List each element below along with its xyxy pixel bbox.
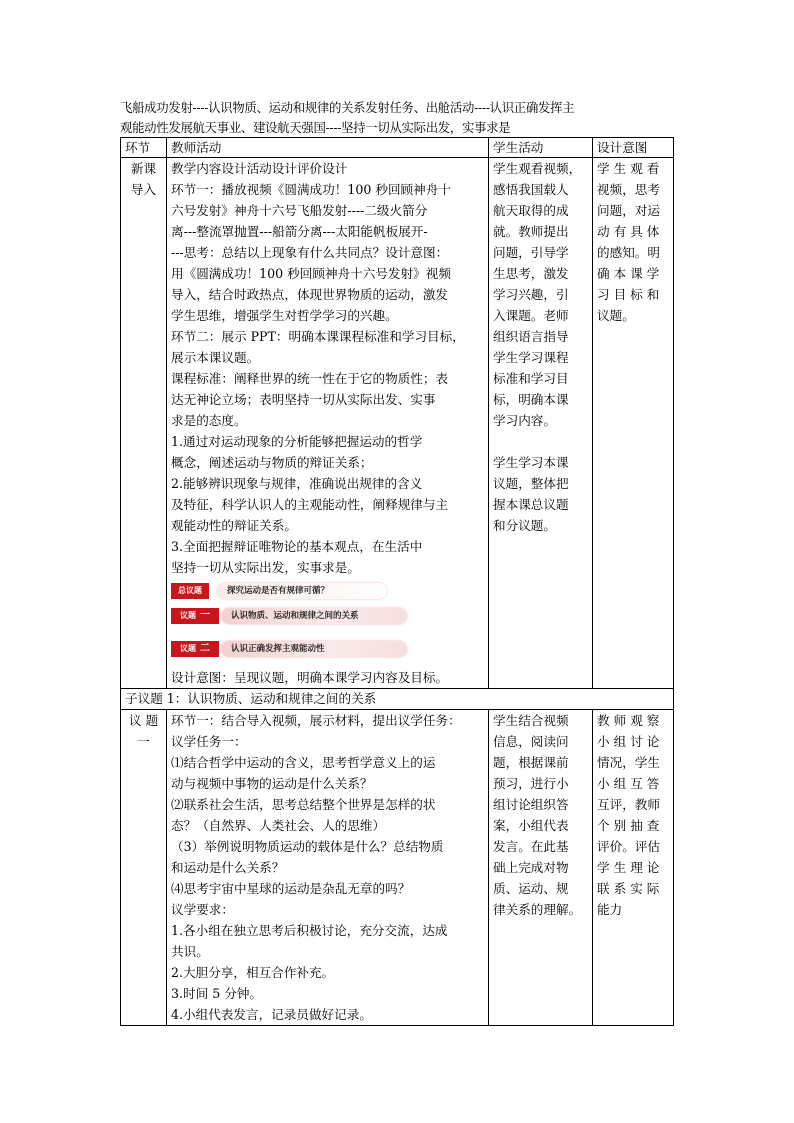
text-line: 离---整流罩抛置---船箭分离---太阳能帆板展开- <box>171 224 428 239</box>
text-line: 学习兴趣，引 <box>493 287 569 302</box>
text-line: 及特征，科学认识人的主观能动性，阐释规律与主 <box>171 497 449 512</box>
text-line: 础上完成对物 <box>493 860 569 875</box>
text-line: 导入，结合时政热点，体现世界物质的运动，激发 <box>171 287 449 302</box>
stage-line: 议 题 <box>128 713 159 728</box>
table-header-row <box>121 138 674 158</box>
agenda-graphic <box>171 581 411 663</box>
text-line: 标，明确本课 <box>493 392 569 407</box>
text-line: 情况，学生 <box>597 755 660 770</box>
text-line: 教 师 观 察 <box>597 713 660 728</box>
text-line: 达无神论立场；表明坚持一切从实际出发、实事 <box>171 392 436 407</box>
text-line: 小 组 讨 论 <box>597 734 660 749</box>
text-line: 个 别 抽 查 <box>597 818 660 833</box>
text-line: 问题，对运 <box>597 203 660 218</box>
text-line: 议题，整体把 <box>493 476 569 491</box>
agenda-main-row <box>171 583 411 599</box>
text-line: 入课题。老师 <box>493 308 569 323</box>
header-design-intent: 设计意图 <box>593 138 674 158</box>
text-line: 共识。 <box>171 944 209 959</box>
design-intent-cell <box>593 158 674 689</box>
table-row-topic-one <box>121 710 674 1026</box>
agenda-sub1-text: 认识物质、运动和规律之间的关系 <box>221 608 407 624</box>
text-line: 学生结合视频 <box>493 713 569 728</box>
text-line: 2.能够辨识现象与规律，准确说出规律的含义 <box>171 476 423 491</box>
stage-line: 新课 <box>130 161 157 176</box>
text-line: 坚持一切从实际出发，实事求是。 <box>171 560 360 575</box>
text-line: 学 生 理 论 <box>597 860 660 875</box>
agenda-main-tag: 总议题 <box>171 583 209 599</box>
text-line: 议学任务一： <box>171 734 247 749</box>
text-line: 互评，教师 <box>597 797 660 812</box>
text-line: 教学内容设计活动设计评价设计 <box>171 161 348 176</box>
text-line: 求是的态度。 <box>171 413 247 428</box>
text-line: 习 目 标 和 <box>597 287 660 302</box>
text-line: 组讨论组织答 <box>493 797 569 812</box>
agenda-sub1-tag-label: 议题 <box>180 611 196 620</box>
text-line: ---思考：总结以上现象有什么共同点？设计意图： <box>171 245 449 260</box>
text-line: 评价。评估 <box>597 839 660 854</box>
text-line: 学 生 观 看 <box>597 161 660 176</box>
text-line: 小 组 互 答 <box>597 776 660 791</box>
text-line: 1.通过对运动现象的分析能够把握运动的哲学 <box>171 434 423 449</box>
agenda-sub1-row <box>171 608 411 624</box>
text-line: 学生思维，增强学生对哲学学习的兴趣。 <box>171 308 398 323</box>
design-note: 设计意图：呈现议题，明确本课学习内容及目标。 <box>171 670 449 685</box>
text-line: （3）举例说明物质运动的载体是什么？总结物质 <box>171 839 444 854</box>
stage-line: 一 <box>137 734 150 749</box>
text-line: 用《圆满成功！100 秒回顾神舟十六号发射》视频 <box>171 266 451 281</box>
agenda-sub2-tag <box>171 641 219 657</box>
text-line: 观能动性的辩证关系。 <box>171 518 297 533</box>
text-line: 发言。在此基 <box>493 839 569 854</box>
agenda-sub2-text: 认识正确发挥主观能动性 <box>221 641 407 657</box>
stage-line: 导入 <box>130 182 157 197</box>
intro-paragraph <box>120 98 676 138</box>
header-student-activity: 学生活动 <box>489 138 593 158</box>
stage-cell <box>121 158 167 689</box>
text-line: 确 本 课 学 <box>597 266 660 281</box>
text-line: 动 有 具 体 <box>597 224 660 239</box>
text-line: 和运动是什么关系？ <box>171 860 285 875</box>
text-line: 预习，进行小 <box>493 776 569 791</box>
text-line: 信息，阅读问 <box>493 734 569 749</box>
text-line: 能力 <box>597 902 623 917</box>
text-line: ⑴结合哲学中运动的含义，思考哲学意义上的运 <box>171 755 436 770</box>
section-title-row <box>121 689 674 710</box>
table-row-new-lesson <box>121 158 674 689</box>
text-line: 视频，思考 <box>597 182 660 197</box>
agenda-sub1-tag <box>171 608 219 624</box>
text-line: 的感知。明 <box>597 245 660 260</box>
agenda-main-text: 探究运动是否有规律可循？ <box>217 583 387 599</box>
text-line: 概念，阐述运动与物质的辩证关系； <box>171 455 373 470</box>
spacer <box>493 431 588 452</box>
text-line: 环节一：播放视频《圆满成功！100 秒回顾神舟十 <box>171 182 451 197</box>
text-line: ⑷思考宇宙中星球的运动是杂乱无章的吗？ <box>171 881 411 896</box>
text-line: 学生学习课程 <box>493 350 569 365</box>
section-title: 子议题 1：认识物质、运动和规律之间的关系 <box>121 689 674 710</box>
text-line: 环节一：结合导入视频，展示材料，提出议学任务： <box>171 713 461 728</box>
text-line: 3.全面把握辩证唯物论的基本观点，在生活中 <box>171 539 423 554</box>
student-activity-cell <box>489 158 593 689</box>
teacher-activity-cell <box>167 158 489 689</box>
text-line: ⑵联系社会生活，思考总结整个世界是怎样的状 <box>171 797 436 812</box>
design-intent-cell <box>593 710 674 1026</box>
text-line: 感悟我国载人 <box>493 182 569 197</box>
text-line: 握本课总议题 <box>493 497 569 512</box>
text-line: 3.时间 5 分钟。 <box>171 986 263 1001</box>
text-line: 态？（自然界、人类社会、人的思维） <box>171 818 386 833</box>
text-line: 题，根据课前 <box>493 755 569 770</box>
lesson-plan-table <box>120 137 674 1026</box>
intro-line-2: 观能动性发展航天事业、建设航天强国----坚持一切从实际出发，实事求是 <box>120 120 511 135</box>
text-line: 质、运动、规 <box>493 881 569 896</box>
teacher-activity-cell <box>167 710 489 1026</box>
text-line: 议学要求： <box>171 902 234 917</box>
text-line: 动与视频中事物的运动是什么关系？ <box>171 776 373 791</box>
stage-cell <box>121 710 167 1026</box>
text-line: 就。教师提出 <box>493 224 569 239</box>
text-line: 学生观看视频， <box>493 161 582 176</box>
text-line: 案，小组代表 <box>493 818 569 833</box>
text-line: 课程标准：阐释世界的统一性在于它的物质性；表 <box>171 371 449 386</box>
header-teacher-activity: 教师活动 <box>167 138 489 158</box>
intro-line-1: 飞船成功发射----认识物质、运动和规律的关系发射任务、出舱活动----认识正确发挥主 <box>120 100 575 115</box>
text-line: 和分议题。 <box>493 518 556 533</box>
text-line: 生思考，激发 <box>493 266 569 281</box>
text-line: 航天取得的成 <box>493 203 569 218</box>
text-line: 问题，引导学 <box>493 245 569 260</box>
text-line: 1.各小组在独立思考后积极讨论，充分交流，达成 <box>171 923 448 938</box>
text-line: 律关系的理解。 <box>493 902 582 917</box>
text-line: 环节二：展示 PPT：明确本课课程标准和学习目标， <box>171 329 465 344</box>
text-line: 组织语言指导 <box>493 329 569 344</box>
text-line: 标准和学习目 <box>493 371 569 386</box>
text-line: 议题。 <box>597 308 635 323</box>
student-activity-cell <box>489 710 593 1026</box>
agenda-sub2-tag-label: 议题 <box>180 644 196 653</box>
text-line: 2.大胆分享，相互合作补充。 <box>171 965 335 980</box>
text-line: 学习内容。 <box>493 413 556 428</box>
header-stage: 环节 <box>121 138 167 158</box>
agenda-sub2-num: 二 <box>200 643 210 654</box>
text-line: 六号发射》神舟十六号飞船发射----二级火箭分 <box>171 203 428 218</box>
agenda-sub2-row <box>171 641 411 657</box>
text-line: 学生学习本课 <box>493 455 569 470</box>
text-line: 4.小组代表发言，记录员做好记录。 <box>171 1007 372 1022</box>
text-line: 联 系 实 际 <box>597 881 660 896</box>
agenda-sub1-num: 一 <box>200 610 210 621</box>
text-line: 展示本课议题。 <box>171 350 260 365</box>
